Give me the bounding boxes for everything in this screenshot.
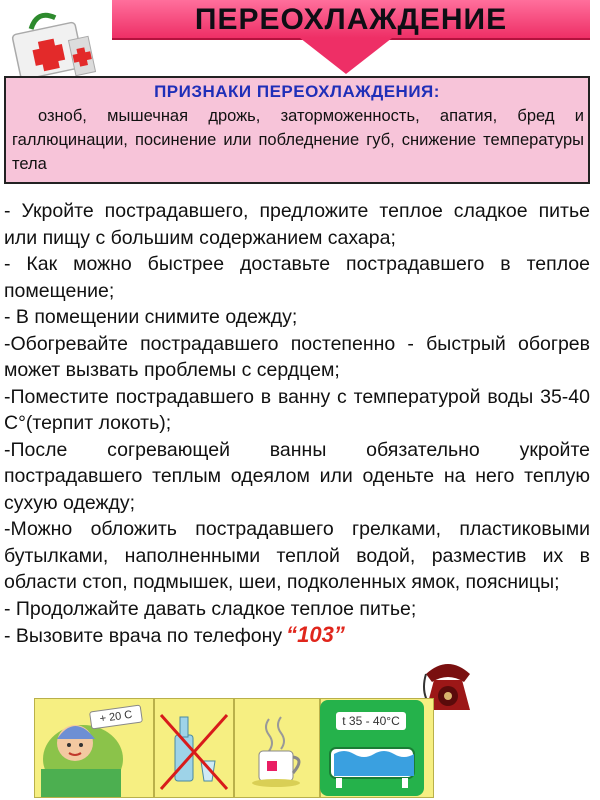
- signs-box: [4, 76, 590, 184]
- bath-temperature-label: t 35 - 40°С: [336, 712, 406, 730]
- first-aid-kit-icon: [10, 4, 96, 82]
- instruction-item: - Продолжайте давать сладкое теплое питье;: [4, 597, 417, 620]
- temperature-label: + 20 С: [89, 704, 143, 729]
- instruction-call-doctor: [4, 622, 590, 650]
- instruction-item: - В помещении снимите одежду;: [4, 306, 298, 328]
- instruction-item: -Поместите пострадавшего в ванну с температурой воды 35-40 С°(терпит локоть);: [4, 385, 590, 434]
- page-title: ПЕРЕОХЛАЖДЕНИЕ: [194, 3, 508, 36]
- crossed-bottle-illustration: [155, 699, 233, 797]
- instruction-item: -После согревающей ванны обязательно укройте пострадавшего теплым одеялом или оденьте на него теплую сухую одежду;: [4, 438, 590, 514]
- bathtub-illustration: [324, 730, 420, 792]
- signs-text: озноб, мышечная дрожь, заторможенность, апатия, бред и галлюцинации, посинение или побледнение губ, снижение температуры тела: [12, 107, 584, 173]
- instructions-list: [4, 198, 590, 650]
- instruction-item: - Укройте пострадавшего, предложите теплое сладкое питье или пищу с большим содержанием сахара;: [4, 200, 590, 249]
- call-doctor-text: - Вызовите врача по телефону: [4, 625, 283, 647]
- banner-arrow: [300, 38, 392, 74]
- signs-title: ПРИЗНАКИ ПЕРЕОХЛАЖДЕНИЯ:: [154, 82, 440, 101]
- instruction-item: -Обогревайте пострадавшего постепенно - быстрый обогрев может вызвать проблемы с сердцем;: [4, 332, 590, 381]
- phone-number: “103”: [286, 622, 345, 647]
- hot-tea-cup-illustration: [235, 699, 319, 797]
- instruction-item: -Можно обложить пострадавшего грелками, пластиковыми бутылками, наполненными теплой водой, разместив их в области стоп, подмышек, шеи, подколенных ямок, поясницы;: [4, 518, 590, 593]
- instruction-item: - Как можно быстрее доставьте пострадавшего в теплое помещение;: [4, 253, 590, 302]
